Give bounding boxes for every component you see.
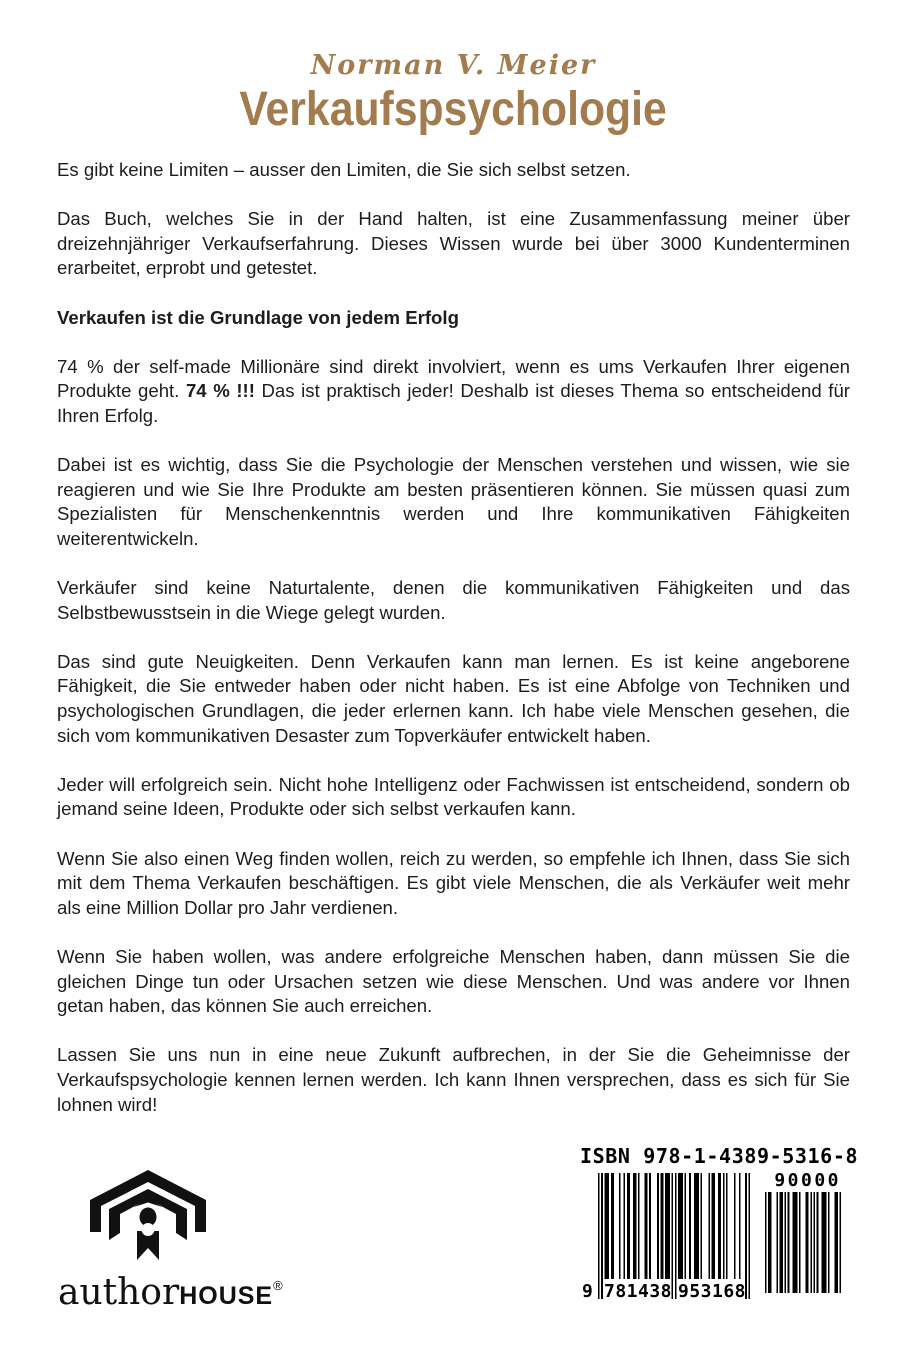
author-name: Norman V. Meier xyxy=(310,50,597,81)
book-title-text: Verkaufspsychologie xyxy=(239,83,668,136)
blurb-paragraph: Jeder will erfolgreich sein. Nicht hohe Intelligenz oder Fachwissen ist entscheidend, sondern ob jemand seine Ideen, Produkte oder sich selbst verkaufen kann. xyxy=(57,773,850,820)
blurb-paragraph: Wenn Sie also einen Weg finden wollen, reich zu werden, so empfehle ich Ihnen, dass Sie sich mit dem Thema Verkaufen beschäftigen. Es gibt viele Menschen, die als Verkäufer weit mehr als eine Million Dollar pro Jahr verdienen. xyxy=(57,847,850,918)
cover-header xyxy=(0,0,907,136)
ean5-supplement-barcode xyxy=(765,1192,841,1293)
registered-trademark-symbol: ® xyxy=(273,1278,283,1293)
publisher-name-upper: HOUSE xyxy=(179,1282,274,1310)
ean13-lead-digit: 9 xyxy=(582,1281,593,1302)
ean5-supplement xyxy=(765,1171,841,1293)
blurb-paragraph: Wenn Sie haben wollen, was andere erfolgreiche Menschen haben, dann müssen Sie die gleichen Dinge tun oder Ursachen setzen wie diese Menschen. Und was andere vor Ihnen getan haben, das können Sie auch erreichen. xyxy=(57,946,850,1017)
blurb-paragraph: Das sind gute Neuigkeiten. Denn Verkaufen kann man lernen. Es ist keine angeborene Fähigkeit, die Sie entweder haben oder nicht haben. Es ist eine Abfolge von Techniken und psychologischen Grundlagen, die jeder erlernen kann. Ich habe viele Menschen gesehen, die sich vom kommunikativen Desaster zum Topverkäufer entwickelt haben. xyxy=(57,650,850,746)
blurb-paragraph: Es gibt keine Limiten – ausser den Limiten, die Sie sich selbst setzen. xyxy=(57,159,631,180)
blurb-paragraph: Verkäufer sind keine Naturtalente, denen die kommunikativen Fähigkeiten und das Selbstbewusstsein in die Wiege gelegt wurden. xyxy=(57,577,850,623)
publisher-wordmark xyxy=(58,1272,283,1313)
book-title xyxy=(0,84,907,136)
supplement-number: 90000 xyxy=(774,1170,841,1191)
publisher-name-lower: author xyxy=(58,1272,180,1313)
ean13-digits xyxy=(582,1279,750,1305)
blurb-paragraph: Das Buch, welches Sie in der Hand halten, ist eine Zusammenfassung meiner über dreizehnjähriger Verkaufserfahrung. Dieses Wissen wurde bei über 3000 Kundenterminen erarbeitet, erprobt und getestet. xyxy=(57,208,850,279)
section-heading: Verkaufen ist die Grundlage von jedem Erfolg xyxy=(57,306,459,328)
ean13-right-group: 953168 xyxy=(678,1279,744,1305)
blurb-paragraph: 74 % der self-made Millionäre sind direkt involviert, wenn es ums Verkaufen Ihrer eigenen Produkte geht. 74 % !!! Das ist praktisch jeder! Deshalb ist dieses Thema so entscheidend für Ihren Erfolg. xyxy=(57,355,850,426)
isbn-label: ISBN 978-1-4389-5316-8 xyxy=(580,1144,859,1168)
publisher-logo xyxy=(58,1168,283,1313)
blurb-paragraph: Lassen Sie uns nun in eine neue Zukunft aufbrechen, in der Sie die Geheimnisse der Verkaufspsychologie kennen lernen werden. Ich kann Ihnen versprechen, dass es sich für Sie lohnen wird! xyxy=(57,1044,850,1115)
blurb-paragraph: Dabei ist es wichtig, dass Sie die Psychologie der Menschen verstehen und wissen, wie sie reagieren und wie Sie Ihre Produkte am besten präsentieren können. Sie müssen quasi zum Spezialisten für Menschenkenntnis werden und Ihre kommunikativen Fähigkeiten weiterentwickeln. xyxy=(57,454,850,549)
back-cover-blurb xyxy=(57,158,850,1142)
isbn-barcode-block xyxy=(580,1144,859,1309)
ean13-left-group: 781438 xyxy=(604,1279,670,1305)
authorhouse-house-icon xyxy=(86,1168,210,1268)
barcode-bars-row xyxy=(580,1171,842,1309)
